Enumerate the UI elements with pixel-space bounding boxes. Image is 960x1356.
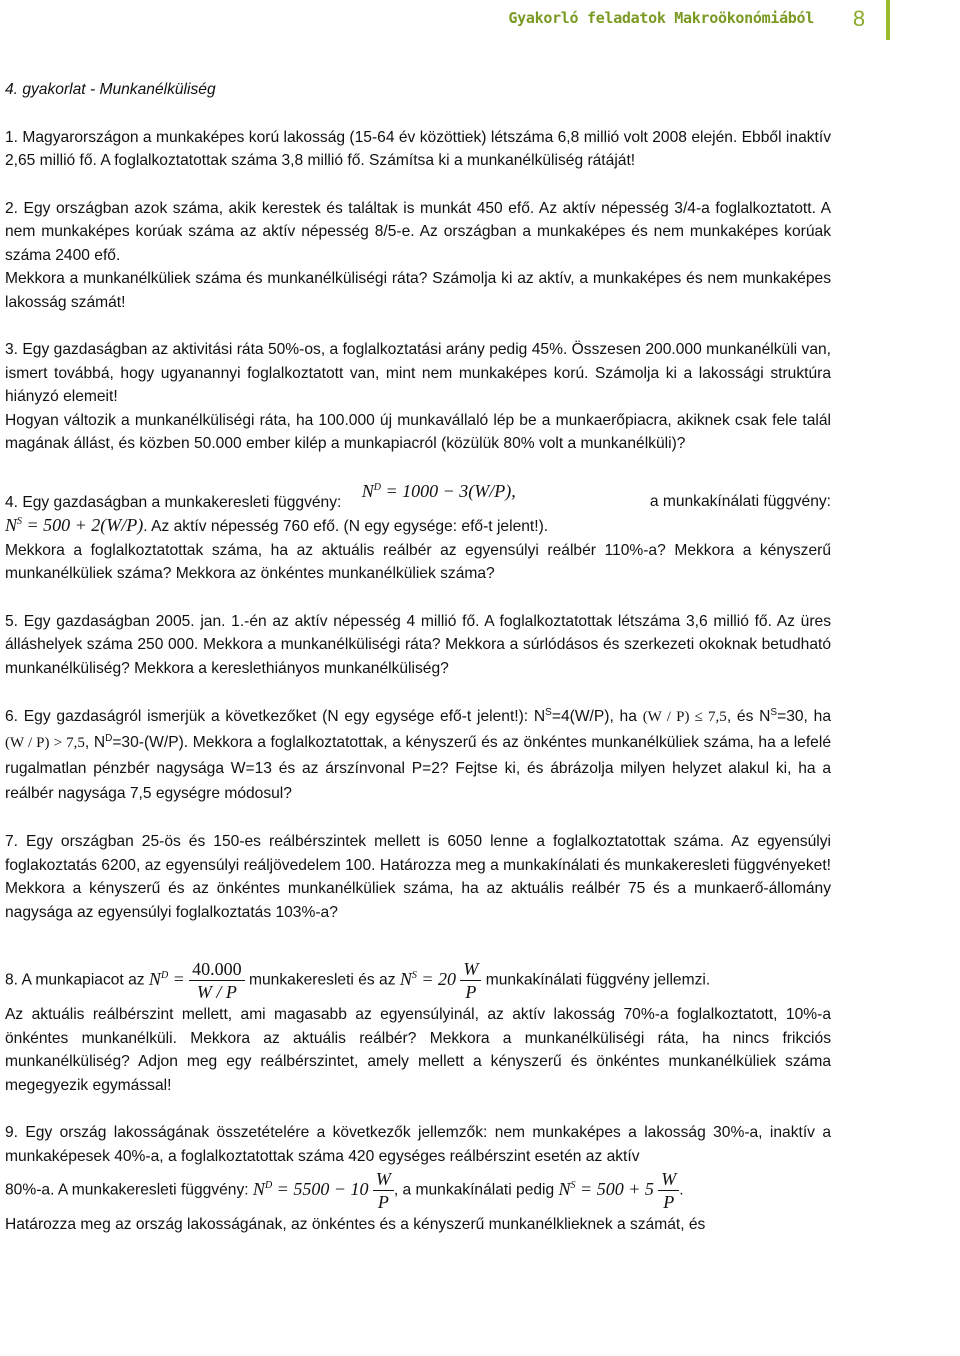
- fraction-demand-9: $\frac{W}{P}$: [373, 1168, 394, 1213]
- exercise-6: 6. Egy gazdaságról ismerjük a következőket (N egy egysége efő-t jelent!): $N^S=4(W/P)$, ha (W / P) ≤ 7,5, és $N^S=30$, ha (W / P) > 7,5, $N^D=30-(W/P)$. Mekkora a foglalkoztatottak, a kényszerű és az önkéntes munkanélküliek száma, ha a lefelé rugalmatlan pénzbér nagysága W=13 és az árszínvonal P=2? Fejtse ki, és ábrázolja milyen helyzet alakul ki, ha a reálbér nagysága 7,5 egységre módosul?: [5, 706, 831, 802]
- exercise-9-question: Határozza meg az ország lakosságának, az önkéntes és a kényszerű munkanélklieknek a számát, és: [5, 1216, 706, 1233]
- exercise-9-functions: 80%-a. A munkakeresleti függvény: $N^D = 5500 - 10$ $\frac{W}{P}$ , a munkakínálati pedig $N^S = 500 + 5$ $\frac{W}{P}$ .: [5, 1169, 684, 1212]
- fraction-supply-9: $\frac{W}{P}$: [658, 1168, 679, 1213]
- supply-function-9: $N^S = 500 + 5$: [558, 1178, 654, 1199]
- fraction-supply-8: $\frac{W}{P}$: [460, 958, 481, 1003]
- condition-1: (W / P) ≤ 7,5: [642, 709, 727, 725]
- exercise-4-question: Mekkora a foglalkoztatottak száma, ha az aktuális reálbér az egyensúlyi reálbér 110%-a? Mekkora a kényszerű munkanélküliek száma? Mekkora az önkéntes munkanélküliek száma?: [5, 541, 831, 582]
- demand-function-9: $N^D = 5500 - 10$: [252, 1178, 369, 1199]
- exercise-8: 8. A munkapiacot az $N^D$ = $\frac{40.000}{W / P}$ munkakeresleti és az $N^S = 20$ $\frac{W}{P}$ munkakínálati függvény jellemzi.: [5, 959, 711, 1002]
- page-header: [0, 0, 960, 40]
- document-body: [5, 78, 831, 1237]
- exercise-5: 5. Egy gazdaságban 2005. jan. 1.-én az aktív népesség 4 millió fő. A foglalkoztatottak létszáma 3,6 millió fő. Az üres álláshelyek száma 250 000. Mekkora a munkanélküliségi ráta? Mekkora a súrlódásos és szerkezeti okoknak betudható munkanélküliség? Mekkora a kereslethiányos munkanélküliség?: [5, 612, 831, 677]
- condition-2: (W / P) > 7,5: [5, 735, 85, 751]
- page-number: 8: [852, 6, 866, 31]
- exercise-2-question: Mekkora a munkanélküliek száma és munkanélküliségi ráta? Számolja ki az aktív, a munkaképes és nem munkaképes lakosság számát!: [5, 270, 831, 311]
- supply-equation: $N^S = 500 + 2(W/P)$: [5, 515, 144, 535]
- exercise-3-question: Hogyan változik a munkanélküliségi ráta, ha 100.000 új munkavállaló lép be a munkaerőpiacra, akiknek csak fele talál magának állást, és közben 50.000 ember kilép a munkapiacról (közülük 80% volt a munkanélküli)?: [5, 411, 831, 452]
- exercise-2-text: 2. Egy országban azok száma, akik kerestek és találtak is munkát 450 efő. Az aktív népesség 3/4-a foglalkoztatott. A nem munkaképes korúak száma az aktív népesség 8/5-e. Az országban a munkaképes és nem munkaképes korúak száma 2400 efő.: [5, 199, 831, 264]
- exercise-9: 9. Egy ország lakosságának összetételére a következők jellemzők: nem munkaképes a lakosság 30%-a, inaktív a munkaképesek 40%-a, a foglalkoztatottak száma 420 egységes reálbérszint esetén az aktív: [5, 1124, 831, 1165]
- section-title: 4. gyakorlat - Munkanélküliség: [5, 81, 216, 98]
- fraction-demand-8: $\frac{40.000}{W / P}$: [189, 958, 245, 1003]
- supply-function-8: $N^S = 20$: [399, 968, 457, 989]
- demand-equation: $N^D = 1000 - 3(W/P)$,: [361, 480, 516, 501]
- demand-function-8: $N^D$ =: [148, 968, 185, 989]
- exercise-7: 7. Egy országban 25-ös és 150-es reálbérszintek mellett is 6050 lenne a foglalkoztatottak száma. Az egyensúlyi foglakoztatás 6200, az egyensúlyi reáljövedelem 100. Határozza meg a munkakínálati és munkakeresleti függvényeket! Mekkora a kényszerű és az önkéntes munkanélküliek száma, ha az aktuális reálbér 75 és a munkaerő-állomány nagysága az egyensúlyi foglalkoztatás 103%-a?: [5, 833, 831, 921]
- exercise-4: 4. Egy gazdaságban a munkakeresleti függvény: $N^D = 1000 - 3(W/P)$, a munkakínálati függvény:: [5, 480, 831, 511]
- exercise-1: 1. Magyarországon a munkaképes korú lakosság (15-64 év közöttiek) létszáma 6,8 millió volt 2008 elején. Ebből inaktív 2,65 millió fő. A foglalkoztatottak száma 3,8 millió fő. Számítsa ki a munkanélküliség rátáját!: [5, 128, 831, 169]
- exercise-3-text: 3. Egy gazdaságban az aktivitási ráta 50%-os, a foglalkoztatási arány pedig 45%. Összesen 200.000 munkanélküli van, ismert továbbá, hogy ugyanannyi foglalkoztatott van, mint nem munkaképes korú. Számolja ki a lakossági struktúra hiányzó elemeit!: [5, 341, 831, 405]
- exercise-8-question: Az aktuális reálbérszint mellett, ami magasabb az egyensúlyinál, az aktív lakosság 70%-a foglalkoztatott, 10%-a önkéntes munkanélküli. Mekkora az aktuális reálbér? Mekkora a munkanélküliségi ráta, ha nincs frikciós munkanélküliség? Adjon meg egy reálbérszintet, amely mellett a kényszerű és önkéntes munkanélküliek száma megegyezik egymással!: [5, 1006, 831, 1094]
- header-title: Gyakorló feladatok Makroökonómiából: [508, 9, 814, 27]
- exercise-4-cont: $N^S = 500 + 2(W/P)$. Az aktív népesség 760 efő. (N egy egysége: efő-t jelent!).: [5, 515, 549, 535]
